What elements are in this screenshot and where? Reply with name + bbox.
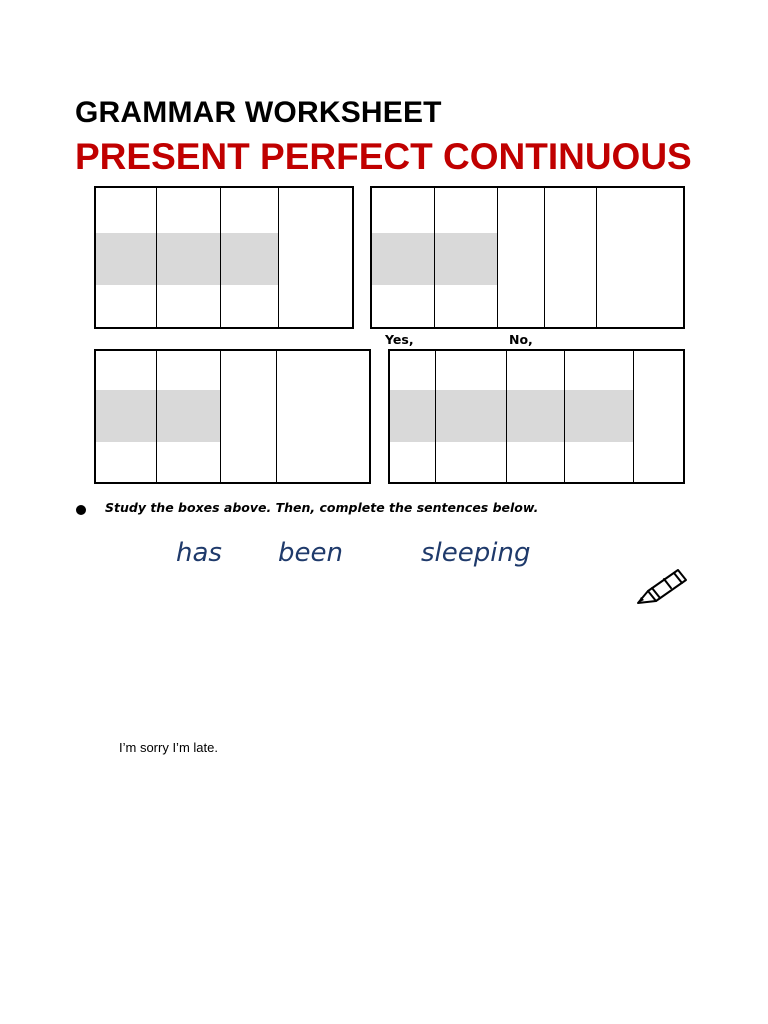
instruction-text: Study the boxes above. Then, complete the sentences below. [105, 500, 539, 515]
yes-label: Yes, [385, 332, 414, 347]
grammar-table-affirmative [94, 186, 354, 329]
table-divider [220, 188, 221, 327]
table-divider [276, 351, 277, 482]
worksheet-subtitle: PRESENT PERFECT CONTINUOUS [75, 136, 692, 177]
sentence-1: I’m sorry I’m late. [119, 740, 218, 755]
grammar-table-negative [94, 349, 371, 484]
table-divider [497, 188, 498, 327]
no-label: No, [509, 332, 533, 347]
table-divider [435, 351, 436, 482]
table-divider [156, 188, 157, 327]
table-divider [506, 351, 507, 482]
bullet-icon [76, 505, 86, 515]
worksheet-title: GRAMMAR WORKSHEET [75, 96, 442, 129]
table-divider [434, 188, 435, 327]
pencil-icon [634, 566, 690, 613]
table-shaded-row [390, 390, 633, 442]
table-divider [633, 351, 634, 482]
grammar-table-short-answers [388, 349, 685, 484]
table-divider [220, 351, 221, 482]
table-divider [564, 351, 565, 482]
table-divider [544, 188, 545, 327]
example-word-has: has [176, 538, 222, 568]
table-shaded-row [96, 233, 278, 285]
table-divider [278, 188, 279, 327]
grammar-table-question [370, 186, 685, 329]
example-word-sleeping: sleeping [421, 538, 531, 568]
table-divider [156, 351, 157, 482]
table-shaded-row [96, 390, 220, 442]
example-word-been: been [278, 538, 343, 568]
table-divider [596, 188, 597, 327]
